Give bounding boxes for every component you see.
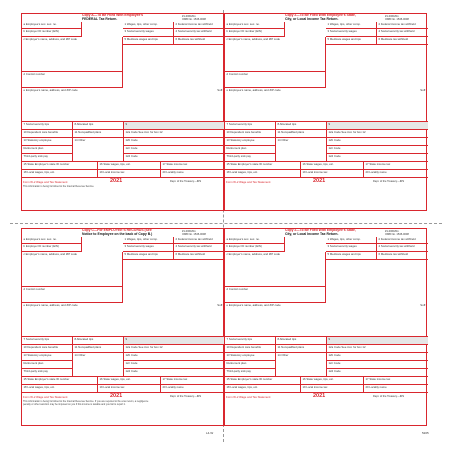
control-number-box[interactable] — [22, 287, 123, 303]
box-20-locality-label: 20 Locality name — [162, 170, 184, 174]
box-5-medicare-wages-label: 5 Medicare wages and tips — [124, 252, 158, 256]
box-5-medicare-wages-label: 5 Medicare wages and tips — [327, 37, 361, 41]
employee-name-box[interactable] — [22, 303, 225, 337]
employer-name-box[interactable] — [225, 252, 326, 287]
box-11-nonqualified-label: 11 Nonqualified plans — [74, 130, 102, 134]
control-number-box[interactable] — [22, 72, 123, 88]
box-14-other[interactable] — [276, 353, 327, 377]
omb-code: #1-0061811 — [385, 14, 399, 18]
omb-number: OMB No. 1545-0008 — [182, 232, 206, 236]
box-9-label: 9 — [125, 122, 128, 126]
box-1-wages[interactable] — [326, 237, 377, 244]
employee-ssn-box[interactable] — [22, 237, 82, 244]
box-15-state-label: 15 State Employer’s state ID number — [23, 377, 70, 381]
box-20-locality[interactable] — [161, 385, 225, 393]
box-19-local-tax[interactable] — [98, 385, 161, 393]
box-5-medicare-wages[interactable] — [326, 252, 377, 260]
box-10-dependent-care-label: 10 Dependent care benefits — [23, 130, 58, 134]
box-16-state-wages-label: 16 State wages, tips, etc. — [99, 377, 131, 381]
copy-title — [285, 229, 356, 236]
box-12d[interactable] — [124, 369, 225, 377]
employee-ssn-box-label: a Employee’s soc. sec. no. — [23, 237, 57, 241]
box-5-medicare-wages[interactable] — [326, 37, 377, 45]
box-8-allocated-tips-label: 8 Allocated tips — [74, 122, 94, 126]
box-10-dependent-care[interactable] — [22, 130, 73, 138]
box-12d[interactable] — [327, 369, 428, 377]
box-18-local-wages[interactable] — [225, 170, 301, 178]
form-title: Form W-2 Wage and Tax Statement — [226, 180, 271, 184]
box-8-allocated-tips[interactable] — [73, 122, 124, 130]
dept-treasury: Dept. of the Treasury—IRS — [373, 395, 405, 398]
box-3-ss-wages-label: 3 Social security wages — [327, 244, 357, 248]
copy-title-line2: City, or Local Income Tax Return. — [285, 16, 339, 21]
box-12d-label: 12d Code — [125, 154, 138, 158]
form-grid — [224, 228, 427, 426]
box-3-ss-wages[interactable] — [123, 244, 174, 252]
box-19-local-tax-label: 19 Local income tax — [302, 385, 328, 389]
box-6-medicare-tax[interactable] — [377, 37, 428, 45]
form-title: Form W-2 Wage and Tax Statement — [23, 180, 68, 184]
copy-title-line2: City, or Local Income Tax Return. — [285, 231, 339, 236]
box-16-state-wages-label: 16 State wages, tips, etc. — [302, 377, 334, 381]
footer-note-2: penalty or other sanction may be imposed on you if this income is taxable and you fail to report it. — [23, 403, 126, 406]
employee-ssn-box[interactable] — [22, 22, 82, 29]
box-11-nonqualified-label: 11 Nonqualified plans — [277, 345, 305, 349]
copy-title-line1: Copy A—To Be Filed With Employee’s — [82, 13, 144, 17]
box-2-fed-tax-label: 2 Federal income tax withheld — [378, 22, 416, 26]
box-19-local-tax-label: 19 Local income tax — [99, 385, 125, 389]
box-13-statutory[interactable] — [225, 353, 276, 361]
box-3-ss-wages[interactable] — [123, 29, 174, 37]
box-4-ss-tax[interactable] — [174, 29, 225, 37]
box-3-ss-wages[interactable] — [326, 244, 377, 252]
box-3-ss-wages-label: 3 Social security wages — [124, 244, 154, 248]
box-18-local-wages[interactable] — [22, 385, 98, 393]
box-20-locality-label: 20 Locality name — [162, 385, 184, 389]
box-12d[interactable] — [327, 154, 428, 162]
box-13-third-party-label: Third-party sick pay — [23, 369, 48, 373]
control-number-box[interactable] — [225, 287, 326, 303]
box-17-state-tax-label: 17 State income tax — [365, 377, 391, 381]
box-10-dependent-care[interactable] — [225, 130, 276, 138]
box-5-medicare-wages-label: 5 Medicare wages and tips — [327, 252, 361, 256]
tax-year: 2021 — [110, 178, 123, 184]
box-8-allocated-tips[interactable] — [73, 337, 124, 345]
box-8-allocated-tips[interactable] — [276, 122, 327, 130]
dept-treasury: Dept. of the Treasury—IRS — [170, 180, 202, 183]
employee-ssn-box-label: a Employee’s soc. sec. no. — [23, 22, 57, 26]
box-13-statutory[interactable] — [22, 138, 73, 146]
box-17-state-tax[interactable] — [161, 162, 225, 170]
box-12c-label: 12c Code — [328, 146, 341, 150]
box-9-label: 9 — [328, 122, 331, 126]
box-13-third-party[interactable] — [22, 154, 73, 162]
box-11-nonqualified[interactable] — [73, 345, 124, 353]
box-1-wages-label: 1 Wages, tips, other comp. — [327, 22, 361, 26]
control-number-box-label: d Control number — [23, 287, 46, 291]
employer-ein-box-label: b Employer ID number (EIN) — [226, 244, 262, 248]
employer-name-box[interactable] — [22, 37, 123, 72]
box-12a-label: 12a Code See inst. for box 12 — [125, 345, 163, 349]
suffix-label: Suff. — [217, 88, 223, 92]
box-9[interactable] — [327, 337, 428, 345]
tax-year: 2021 — [110, 393, 123, 399]
box-8-allocated-tips[interactable] — [276, 337, 327, 345]
box-3-ss-wages-label: 3 Social security wages — [124, 29, 154, 33]
omb-code: #1-0061811 — [182, 229, 196, 233]
box-12c[interactable] — [124, 146, 225, 154]
employee-ssn-box[interactable] — [225, 237, 285, 244]
box-11-nonqualified-label: 11 Nonqualified plans — [277, 130, 305, 134]
box-12d-label: 12d Code — [125, 369, 138, 373]
box-16-state-wages-label: 16 State wages, tips, etc. — [302, 162, 334, 166]
box-7-ss-tips-label: 7 Social security tips — [23, 122, 49, 126]
box-13-statutory-label: 13 Statutory employee — [23, 138, 52, 142]
box-9-label: 9 — [328, 337, 331, 341]
box-19-local-tax[interactable] — [98, 170, 161, 178]
employee-name-box-label: e Employee’s name, address, and ZIP code — [226, 88, 281, 92]
w2-copy-2 — [21, 228, 226, 431]
box-12b-label: 12b Code — [328, 138, 341, 142]
box-10-dependent-care-label: 10 Dependent care benefits — [226, 345, 261, 349]
box-10-dependent-care[interactable] — [22, 345, 73, 353]
omb-number: OMB No. 1545-0008 — [385, 17, 409, 21]
employee-name-box-label: e Employee’s name, address, and ZIP code — [226, 303, 281, 307]
box-11-nonqualified[interactable] — [73, 130, 124, 138]
suffix-label: Suff. — [420, 88, 426, 92]
dept-treasury: Dept. of the Treasury—IRS — [373, 180, 405, 183]
w2-copy-0 — [21, 13, 226, 216]
employee-name-box[interactable] — [225, 88, 428, 122]
box-20-locality-label: 20 Locality name — [365, 385, 387, 389]
box-18-local-wages-label: 18 Local wages, tips, etc. — [23, 385, 55, 389]
box-12a[interactable] — [327, 130, 428, 138]
box-18-local-wages-label: 18 Local wages, tips, etc. — [226, 385, 258, 389]
box-4-ss-tax[interactable] — [174, 244, 225, 252]
employer-name-box[interactable] — [225, 37, 326, 72]
employee-name-box-label: e Employee’s name, address, and ZIP code — [23, 303, 78, 307]
box-18-local-wages[interactable] — [225, 385, 301, 393]
box-13-retirement-label: Retirement plan — [226, 361, 247, 365]
box-12c-label: 12c Code — [125, 361, 138, 365]
box-16-state-wages[interactable] — [98, 162, 161, 170]
box-3-ss-wages[interactable] — [326, 29, 377, 37]
box-16-state-wages[interactable] — [98, 377, 161, 385]
employer-name-box[interactable] — [22, 252, 123, 287]
copy-title — [285, 14, 356, 21]
box-10-dependent-care[interactable] — [225, 345, 276, 353]
employee-ssn-box-label: a Employee’s soc. sec. no. — [226, 237, 260, 241]
copy-title — [82, 14, 143, 21]
box-2-fed-tax[interactable] — [174, 237, 225, 244]
box-13-third-party[interactable] — [22, 369, 73, 377]
box-12d-label: 12d Code — [328, 154, 341, 158]
box-13-statutory[interactable] — [22, 353, 73, 361]
employer-name-box-label: c Employer’s name, address, and ZIP code — [23, 252, 77, 256]
copy-title-line1: Copy 2—To Be Filed With Employee’s State, — [285, 13, 356, 17]
box-12b-label: 12b Code — [125, 353, 138, 357]
box-7-ss-tips[interactable] — [225, 122, 276, 130]
box-18-local-wages[interactable] — [22, 170, 98, 178]
box-17-state-tax-label: 17 State income tax — [162, 377, 188, 381]
employer-ein-box-label: b Employer ID number (EIN) — [23, 244, 59, 248]
form-grid — [21, 228, 224, 426]
box-2-fed-tax-label: 2 Federal income tax withheld — [175, 237, 213, 241]
control-number-box[interactable] — [225, 72, 326, 88]
copy-title-line2: FEDERAL Tax Return. — [82, 16, 118, 21]
box-12b-label: 12b Code — [125, 138, 138, 142]
box-12b[interactable] — [124, 138, 225, 146]
employee-name-box[interactable] — [225, 303, 428, 337]
box-10-dependent-care-label: 10 Dependent care benefits — [226, 130, 261, 134]
omb-number: OMB No. 1545-0008 — [385, 232, 409, 236]
box-12b-label: 12b Code — [328, 353, 341, 357]
box-6-medicare-tax[interactable] — [174, 252, 225, 260]
box-6-medicare-tax-label: 6 Medicare tax withheld — [378, 252, 408, 256]
tax-year: 2021 — [313, 178, 326, 184]
box-15-state[interactable] — [225, 377, 301, 385]
copy-title-line1: Copy 2—To Be Filed With Employee’s State, — [285, 228, 356, 232]
box-13-third-party-label: Third-party sick pay — [226, 154, 251, 158]
box-13-retirement[interactable] — [22, 361, 73, 369]
omb-code: #1-0061811 — [385, 229, 399, 233]
control-number-box-label: d Control number — [226, 287, 249, 291]
box-10-dependent-care-label: 10 Dependent care benefits — [23, 345, 58, 349]
box-13-statutory-label: 13 Statutory employee — [23, 353, 52, 357]
dept-treasury: Dept. of the Treasury—IRS — [170, 395, 202, 398]
box-13-retirement[interactable] — [225, 361, 276, 369]
box-12a[interactable] — [124, 130, 225, 138]
box-13-statutory-label: 13 Statutory employee — [226, 138, 255, 142]
box-7-ss-tips-label: 7 Social security tips — [23, 337, 49, 341]
box-14-other-label: 14 Other — [277, 353, 289, 357]
box-14-other[interactable] — [276, 138, 327, 162]
box-19-local-tax[interactable] — [301, 385, 364, 393]
box-12b[interactable] — [327, 138, 428, 146]
box-12c-label: 12c Code — [328, 361, 341, 365]
box-12a[interactable] — [327, 345, 428, 353]
box-2-fed-tax-label: 2 Federal income tax withheld — [175, 22, 213, 26]
box-13-third-party-label: Third-party sick pay — [226, 369, 251, 373]
box-11-nonqualified-label: 11 Nonqualified plans — [74, 345, 102, 349]
suffix-label: Suff. — [420, 303, 426, 307]
employee-ssn-box[interactable] — [225, 22, 285, 29]
employer-ein-box-label: b Employer ID number (EIN) — [23, 29, 59, 33]
box-20-locality-label: 20 Locality name — [365, 170, 387, 174]
box-5-medicare-wages[interactable] — [123, 37, 174, 45]
box-11-nonqualified[interactable] — [276, 130, 327, 138]
box-9-label: 9 — [125, 337, 128, 341]
box-13-retirement-label: Retirement plan — [23, 146, 44, 150]
box-13-statutory[interactable] — [225, 138, 276, 146]
box-7-ss-tips-label: 7 Social security tips — [226, 337, 252, 341]
box-13-statutory-label: 13 Statutory employee — [226, 353, 255, 357]
box-20-locality[interactable] — [161, 170, 225, 178]
box-18-local-wages-label: 18 Local wages, tips, etc. — [23, 170, 55, 174]
control-number-box-label: d Control number — [23, 72, 46, 76]
box-7-ss-tips[interactable] — [22, 122, 73, 130]
control-number-box-label: d Control number — [226, 72, 249, 76]
box-1-wages[interactable] — [123, 22, 174, 29]
box-7-ss-tips[interactable] — [22, 337, 73, 345]
box-12b[interactable] — [327, 353, 428, 361]
box-14-other-label: 14 Other — [277, 138, 289, 142]
form-grid — [224, 13, 427, 211]
item-code: 5205 — [422, 431, 429, 435]
box-13-retirement-label: Retirement plan — [23, 361, 44, 365]
box-12d[interactable] — [124, 154, 225, 162]
box-19-local-tax[interactable] — [301, 170, 364, 178]
box-17-state-tax[interactable] — [364, 162, 428, 170]
box-14-other[interactable] — [73, 138, 124, 162]
box-6-medicare-tax-label: 6 Medicare tax withheld — [175, 252, 205, 256]
omb-code: #1-0061811 — [182, 14, 196, 18]
box-13-third-party[interactable] — [225, 369, 276, 377]
employee-ssn-box-label: a Employee’s soc. sec. no. — [226, 22, 260, 26]
box-13-retirement-label: Retirement plan — [226, 146, 247, 150]
box-12a-label: 12a Code See inst. for box 12 — [125, 130, 163, 134]
box-20-locality[interactable] — [364, 170, 428, 178]
box-1-wages[interactable] — [326, 22, 377, 29]
employer-ein-box[interactable] — [225, 29, 285, 37]
box-13-retirement[interactable] — [225, 146, 276, 154]
box-4-ss-tax[interactable] — [377, 29, 428, 37]
box-6-medicare-tax[interactable] — [174, 37, 225, 45]
box-12a[interactable] — [124, 345, 225, 353]
box-1-wages-label: 1 Wages, tips, other comp. — [124, 22, 158, 26]
omb-number: OMB No. 1545-0008 — [182, 17, 206, 21]
employer-name-box-label: c Employer’s name, address, and ZIP code — [226, 252, 280, 256]
box-19-local-tax-label: 19 Local income tax — [99, 170, 125, 174]
box-9[interactable] — [124, 337, 225, 345]
box-15-state-label: 15 State Employer’s state ID number — [23, 162, 70, 166]
box-4-ss-tax[interactable] — [377, 244, 428, 252]
box-17-state-tax[interactable] — [161, 377, 225, 385]
horizontal-perforation — [10, 223, 442, 224]
employer-ein-box-label: b Employer ID number (EIN) — [226, 29, 262, 33]
box-2-fed-tax[interactable] — [174, 22, 225, 29]
box-12a-label: 12a Code See inst. for box 12 — [328, 345, 366, 349]
employer-name-box-label: c Employer’s name, address, and ZIP code — [23, 37, 77, 41]
box-12d-label: 12d Code — [328, 369, 341, 373]
form-title: Form W-2 Wage and Tax Statement — [226, 395, 271, 399]
employer-ein-box[interactable] — [225, 244, 285, 252]
box-7-ss-tips-label: 7 Social security tips — [226, 122, 252, 126]
box-16-state-wages-label: 16 State wages, tips, etc. — [99, 162, 131, 166]
copy-title-line1: Copy C—For EMPLOYEE’S RECORDS (See — [82, 228, 152, 232]
box-15-state-label: 15 State Employer’s state ID number — [226, 162, 273, 166]
employer-ein-box[interactable] — [22, 244, 82, 252]
box-12c-label: 12c Code — [125, 146, 138, 150]
box-14-other-label: 14 Other — [74, 138, 86, 142]
box-19-local-tax-label: 19 Local income tax — [302, 170, 328, 174]
box-4-ss-tax-label: 4 Social security tax withheld — [175, 29, 212, 33]
box-16-state-wages[interactable] — [301, 162, 364, 170]
box-15-state-label: 15 State Employer’s state ID number — [226, 377, 273, 381]
form-title: Form W-2 Wage and Tax Statement — [23, 395, 68, 399]
box-20-locality[interactable] — [364, 385, 428, 393]
box-11-nonqualified[interactable] — [276, 345, 327, 353]
box-14-other[interactable] — [73, 353, 124, 377]
box-4-ss-tax-label: 4 Social security tax withheld — [175, 244, 212, 248]
box-6-medicare-tax-label: 6 Medicare tax withheld — [378, 37, 408, 41]
box-2-fed-tax[interactable] — [377, 22, 428, 29]
box-4-ss-tax-label: 4 Social security tax withheld — [378, 244, 415, 248]
box-9[interactable] — [124, 122, 225, 130]
box-9[interactable] — [327, 122, 428, 130]
employer-ein-box[interactable] — [22, 29, 82, 37]
box-1-wages-label: 1 Wages, tips, other comp. — [327, 237, 361, 241]
box-7-ss-tips[interactable] — [225, 337, 276, 345]
box-5-medicare-wages[interactable] — [123, 252, 174, 260]
employee-name-box[interactable] — [22, 88, 225, 122]
box-13-third-party-label: Third-party sick pay — [23, 154, 48, 158]
w2-copy-1 — [224, 13, 429, 216]
box-17-state-tax-label: 17 State income tax — [365, 162, 391, 166]
box-18-local-wages-label: 18 Local wages, tips, etc. — [226, 170, 258, 174]
box-2-fed-tax-label: 2 Federal income tax withheld — [378, 237, 416, 241]
box-1-wages-label: 1 Wages, tips, other comp. — [124, 237, 158, 241]
box-5-medicare-wages-label: 5 Medicare wages and tips — [124, 37, 158, 41]
box-2-fed-tax[interactable] — [377, 237, 428, 244]
footer-note: This information is being furnished to the Internal Revenue Service. — [23, 185, 95, 188]
box-13-third-party[interactable] — [225, 154, 276, 162]
form-grid — [21, 13, 224, 211]
box-15-state[interactable] — [22, 162, 98, 170]
box-6-medicare-tax-label: 6 Medicare tax withheld — [175, 37, 205, 41]
box-12c[interactable] — [327, 361, 428, 369]
box-13-retirement[interactable] — [22, 146, 73, 154]
box-12c[interactable] — [327, 146, 428, 154]
suffix-label: Suff. — [217, 303, 223, 307]
box-4-ss-tax-label: 4 Social security tax withheld — [378, 29, 415, 33]
product-code: L4-W — [206, 431, 214, 435]
tax-year: 2021 — [313, 393, 326, 399]
box-12b[interactable] — [124, 353, 225, 361]
box-17-state-tax-label: 17 State income tax — [162, 162, 188, 166]
footer-note: This information is being furnished to the Internal Revenue Service. If you are required to file a tax return, a negligence — [23, 400, 149, 403]
box-16-state-wages[interactable] — [301, 377, 364, 385]
box-8-allocated-tips-label: 8 Allocated tips — [277, 337, 297, 341]
box-17-state-tax[interactable] — [364, 377, 428, 385]
box-15-state[interactable] — [225, 162, 301, 170]
box-8-allocated-tips-label: 8 Allocated tips — [277, 122, 297, 126]
employee-name-box-label: e Employee’s name, address, and ZIP code — [23, 88, 78, 92]
copy-title-line2: Notice to Employee on the back of Copy B.) — [82, 231, 153, 236]
box-1-wages[interactable] — [123, 237, 174, 244]
w2-copy-3 — [224, 228, 429, 431]
box-15-state[interactable] — [22, 377, 98, 385]
box-3-ss-wages-label: 3 Social security wages — [327, 29, 357, 33]
box-12c[interactable] — [124, 361, 225, 369]
box-8-allocated-tips-label: 8 Allocated tips — [74, 337, 94, 341]
box-6-medicare-tax[interactable] — [377, 252, 428, 260]
employer-name-box-label: c Employer’s name, address, and ZIP code — [226, 37, 280, 41]
copy-title — [82, 229, 152, 236]
box-12a-label: 12a Code See inst. for box 12 — [328, 130, 366, 134]
box-14-other-label: 14 Other — [74, 353, 86, 357]
